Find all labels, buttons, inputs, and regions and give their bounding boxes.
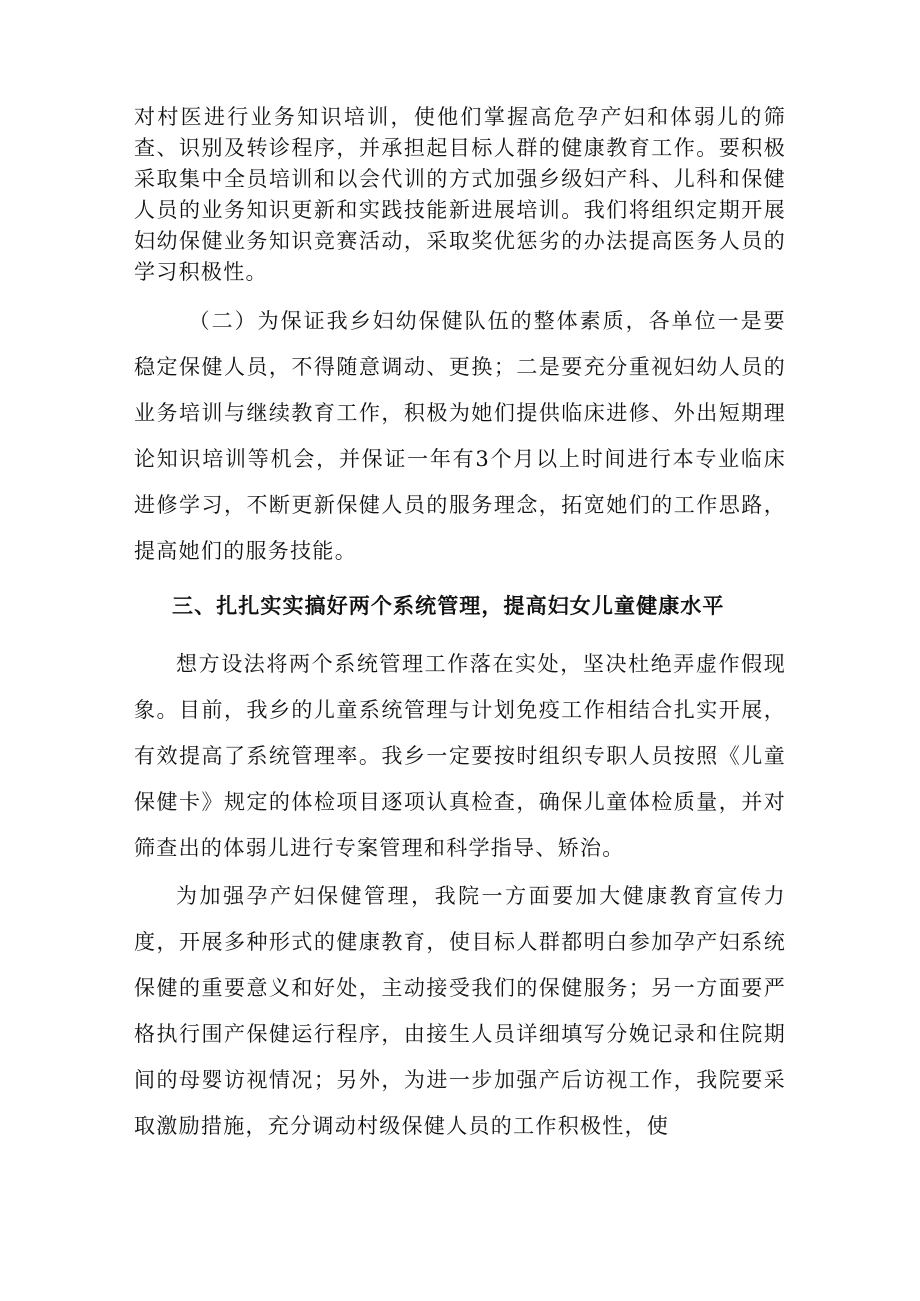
paragraph-training-village-doctors: 对村医进行业务知识培训，使他们掌握高危孕产妇和体弱儿的筛查、识别及转诊程序，并承担起目标人群的健康教育工作。要积极采取集中全员培训和以会代训的方式加强乡级妇产科、儿科和保健人员的业务知识更新和实践技能新进展培训。我们将组织定期开展妇幼保健业务知识竞赛活动，采取奖优惩劣的办法提高医务人员的学习积极性。	[134, 105, 786, 284]
paragraph-maternal-health-management: 为加强孕产妇保健管理，我院一方面要加大健康教育宣传力度，开展多种形式的健康教育，使目标人群都明白参加孕产妇系统保健的重要意义和好处，主动接受我们的保健服务；另一方面要严格执行围产保健运行程序，由接生人员详细填写分娩记录和住院期间的母婴访视情况；另外，为进一步加强产后访视工作，我院要采取激励措施，充分调动村级保健人员的工作积极性，使	[134, 884, 786, 1138]
paragraph-child-system-management: 想方设法将两个系统管理工作落在实处，坚决杜绝弄虚作假现象。目前，我乡的儿童系统管理与计划免疫工作相结合扎实开展，有效提高了系统管理率。我乡一定要按时组织专职人员按照《儿童保健卡》规定的体检项目逐项认真检查，确保儿童体检质量，并对筛查出的体弱儿进行专案管理和科学指导、矫治。	[134, 652, 786, 860]
paragraph-team-quality: （二）为保证我乡妇幼保健队伍的整体素质，各单位一是要稳定保健人员，不得随意调动、更换；二是要充分重视妇幼人员的业务培训与继续教育工作，积极为她们提供临床进修、外出短期理论知识培训等机会，并保证一年有3个月以上时间进行本专业临床进修学习，不断更新保健人员的服务理念，拓宽她们的工作思路，提高她们的服务技能。	[134, 309, 786, 563]
section-heading-system-management: 三、扎扎实实搞好两个系统管理，提高妇女儿童健康水平	[172, 594, 725, 618]
